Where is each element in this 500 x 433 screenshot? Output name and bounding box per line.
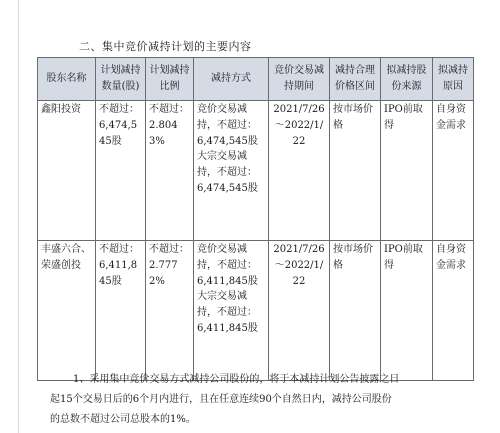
header-price-range: 减持合理价格区间 (330, 58, 381, 101)
table-header-row (38, 58, 474, 101)
cell-share-source: IPO前取得 (381, 241, 433, 381)
header-reduction-method: 减持方式 (194, 58, 269, 101)
cell-price-range: 按市场价格 (330, 101, 381, 241)
cell-price-range: 按市场价格 (330, 241, 381, 381)
footnote (50, 370, 470, 430)
cell-shareholder-name: 丰盛六合、荣盛创投 (38, 241, 96, 381)
table-row (38, 241, 474, 381)
cell-reduction-reason: 自身资金需求 (433, 101, 474, 241)
cell-planned-quantity: 不超过：6,411,845股 (96, 241, 146, 381)
cell-share-source: IPO前取得 (381, 101, 433, 241)
footnote-line: 的总数不超过公司总股本的1%。 (50, 414, 196, 425)
cell-shareholder-name: 鑫阳投资 (38, 101, 96, 241)
cell-reduction-method: 竞价交易减持，不超过：6,474,545股大宗交易减持，不超过：6,474,545股 (194, 101, 269, 241)
cell-trading-period: 2021/7/26～2022/1/22 (269, 241, 330, 381)
header-trading-period: 竞价交易减持期间 (269, 58, 330, 101)
reduction-plan-table (37, 57, 474, 381)
left-margin-rule (18, 0, 19, 433)
footnote-line: 1、采用集中竞价交易方式减持公司股份的，将于本减持计划公告披露之日 (73, 374, 400, 385)
header-planned-ratio: 计划减持比例 (146, 58, 194, 101)
cell-trading-period: 2021/7/26～2022/1/22 (269, 101, 330, 241)
footnote-line: 起15个交易日后的6个月内进行，且在任意连续90个自然日内，减持公司股份 (50, 394, 392, 405)
cell-planned-ratio: 不超过：2.7772% (146, 241, 194, 381)
header-reduction-reason: 拟减持原因 (433, 58, 474, 101)
header-share-source: 拟减持股份来源 (381, 58, 433, 101)
cell-planned-ratio: 不超过：2.8043% (146, 101, 194, 241)
cell-planned-quantity: 不超过：6,474,545股 (96, 101, 146, 241)
section-title: 二、集中竞价减持计划的主要内容 (79, 40, 252, 53)
cell-reduction-method: 竞价交易减持，不超过：6,411,845股大宗交易减持，不超过：6,411,845股 (194, 241, 269, 381)
table-row (38, 101, 474, 241)
cell-reduction-reason: 自身资金需求 (433, 241, 474, 381)
header-shareholder-name: 股东名称 (38, 58, 96, 101)
header-planned-quantity: 计划减持数量(股) (96, 58, 146, 101)
